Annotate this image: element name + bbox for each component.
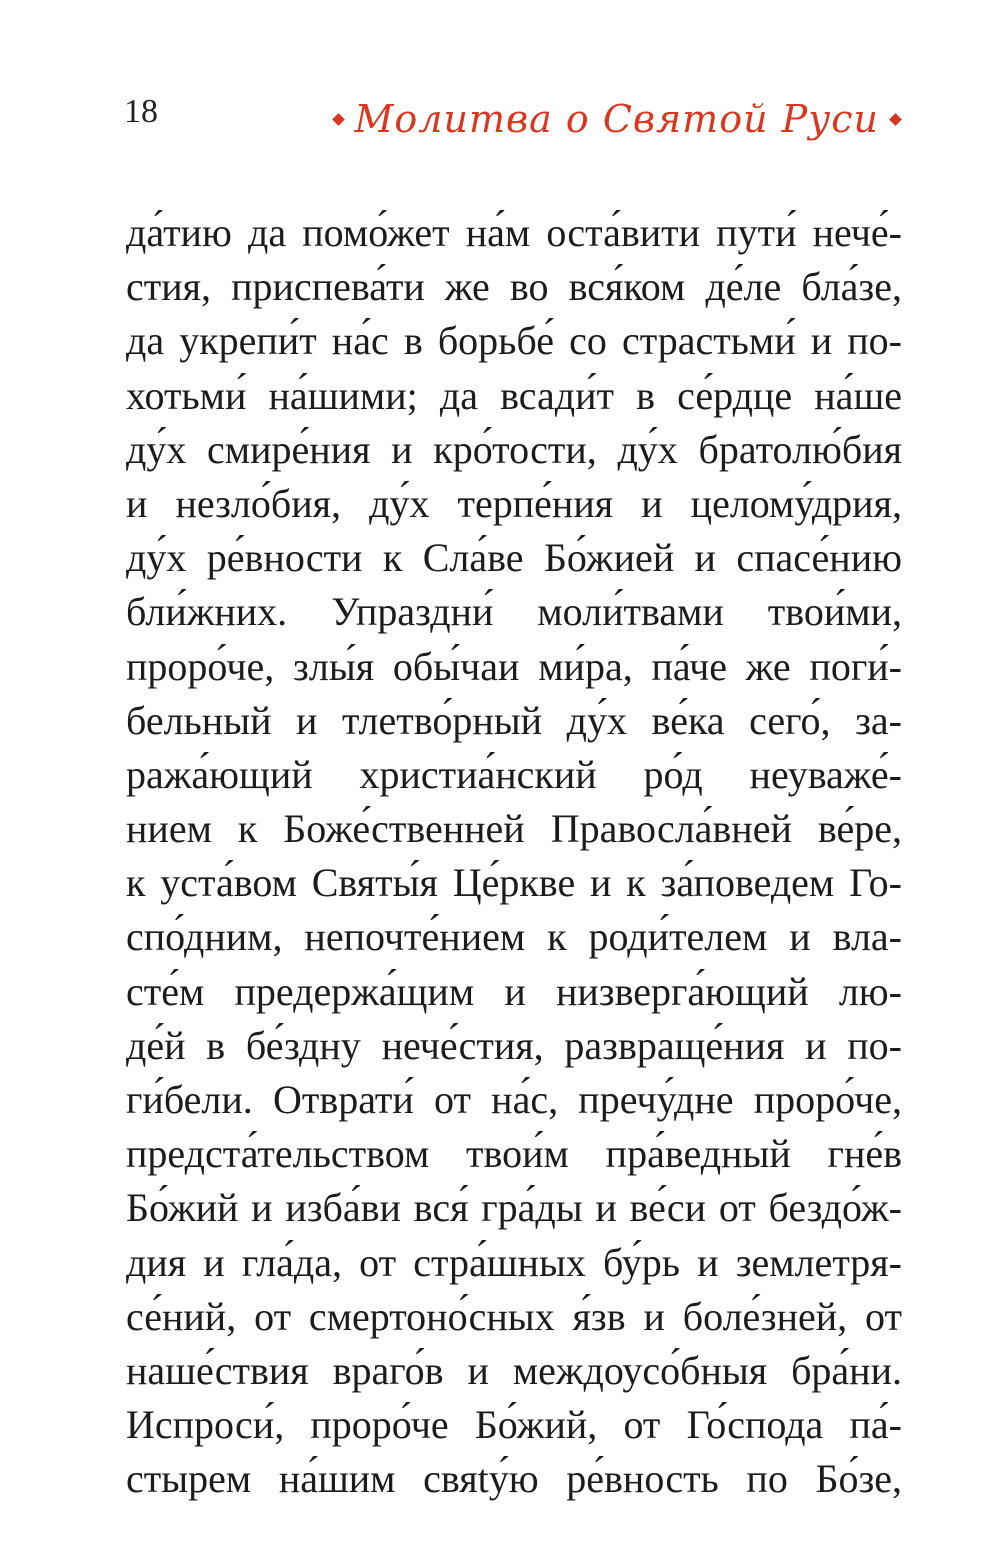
text-line: сте́м предержа́щим и низверга́ющий лю- [126, 968, 902, 1014]
text-line: дия и гла́да, от стра́шных бу́рь и землетря- [126, 1239, 902, 1285]
text-line: бельный и тлетво́рный ду́х ве́ка сего́, за- [126, 697, 902, 743]
text-line: бли́жних. Упраздни́ моли́твами твои́ми, [126, 589, 902, 635]
text-line: ги́бели. Отврати́ от на́с, пречу́дне проро́че, [126, 1077, 902, 1122]
text-line: хотьми́ на́шими; да всади́т в се́рдце на́ше [126, 372, 902, 418]
text-line: да укрепи́т на́с в борьбе́ со страстьми́ и по- [126, 318, 902, 364]
text-line: и незло́бия, ду́х терпе́ния и целому́дрия, [126, 480, 902, 526]
diamond-bullet-icon [332, 113, 345, 126]
text-line: Испроси́, проро́че Бо́жий, от Го́спода па́- [126, 1402, 902, 1448]
text-line: спо́дним, непочте́нием к роди́телем и вла- [126, 914, 902, 960]
text-line: ду́х ре́вности к Сла́ве Бо́жией и спасе́нию [126, 535, 902, 581]
running-header-title: Молитва о Святой Руси [354, 97, 879, 141]
body-text [126, 206, 902, 1507]
text-line: ража́ющий христиа́нский ро́д неуваже́- [126, 751, 902, 797]
text-line: проро́че, злы́я обы́чаи ми́ра, па́че же поги́- [126, 643, 902, 689]
text-line: да́тию да помо́жет на́м оста́вити пути́ нече́- [126, 210, 902, 255]
text-line: стия, приспева́ти же во вся́ком де́ле бла́зе, [126, 264, 902, 310]
text-line: наше́ствия враго́в и междоусо́бныя бра́ни. [126, 1347, 902, 1393]
text-line: предста́тельством твои́м пра́ведный гне́в [126, 1131, 902, 1177]
page-number: 18 [124, 93, 158, 130]
text-line: ду́х смире́ния и кро́тости, ду́х братолю́бия [126, 426, 902, 472]
text-line: се́ний, от смертоно́сных я́зв и боле́зней, от [126, 1293, 902, 1339]
text-line: нием к Боже́ственней Правосла́вней ве́ре, [126, 806, 902, 852]
diamond-bullet-icon [889, 113, 902, 126]
text-line: стырем на́шим свяtу́ю ре́вность по Бо́зе, [126, 1456, 902, 1502]
text-line: Бо́жий и изба́ви вся́ гра́ды и ве́си от бездо́ж- [126, 1185, 902, 1231]
running-header [334, 96, 900, 142]
text-line: к уста́вом Святы́я Це́ркве и к за́поведем Го- [126, 860, 902, 906]
text-line: де́й в бе́здну нече́стия, развраще́ния и по- [126, 1022, 902, 1068]
